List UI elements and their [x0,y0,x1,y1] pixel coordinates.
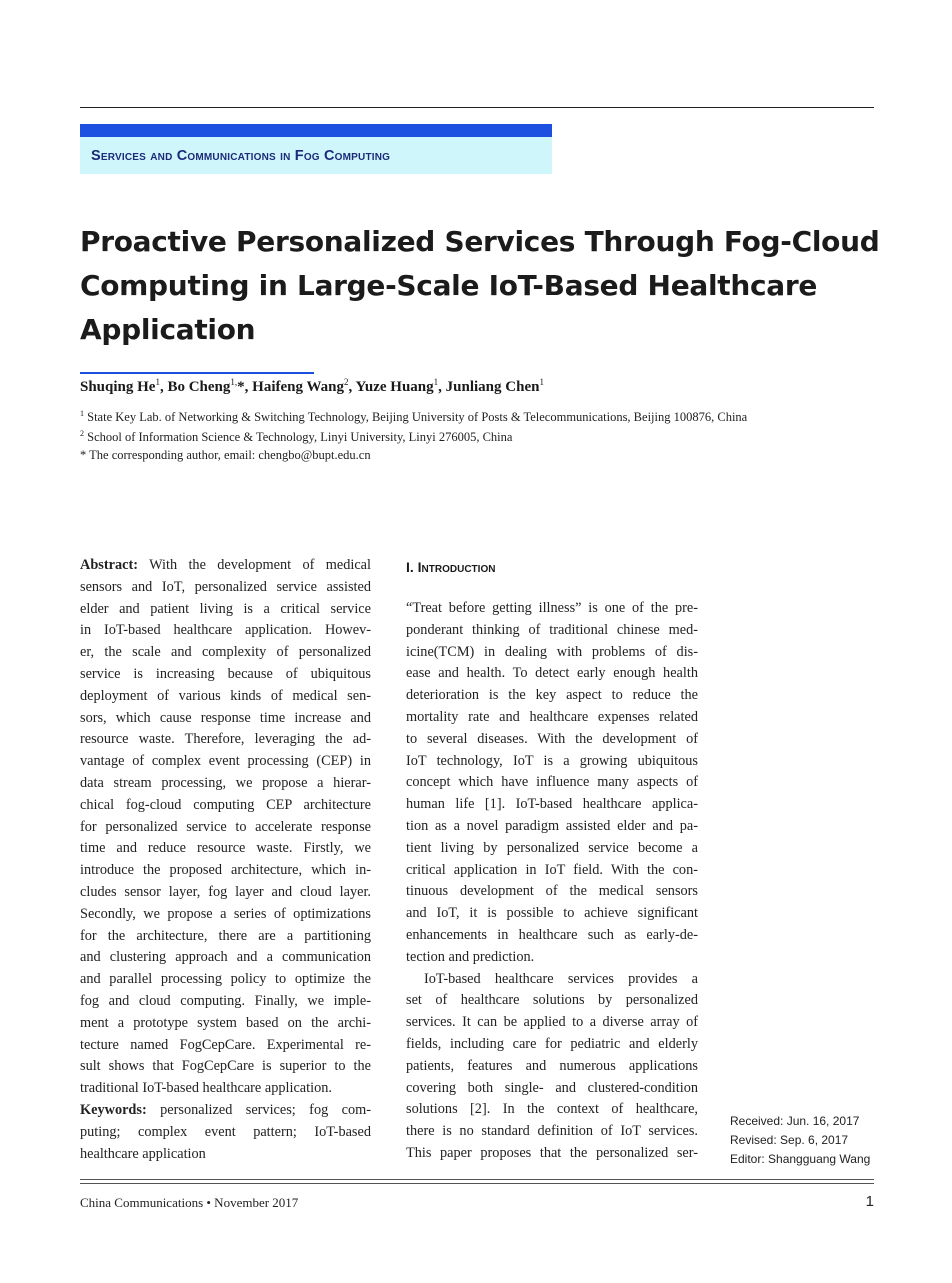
abstract-line: and parallel processing policy to optimize the [80,971,371,988]
intro-line: deterioration is the key aspect to reduce the [406,687,698,704]
author-name: Shuqing He [80,379,156,395]
keywords-line [80,1100,371,1122]
abstract-line: data stream processing, we propose a hierar- [80,774,371,791]
abstract-line [80,555,371,577]
affiliation-text: State Key Lab. of Networking & Switching Technology, Beijing University of Posts & Telecommunications, Beijing 100876, China [87,410,748,425]
author-name: Junliang Chen [445,379,540,395]
intro-line: covering both single- and clustered-condition [406,1079,698,1096]
intro-line: services. It can be applied to a diverse array of [406,1014,698,1031]
intro-column [406,598,698,1165]
abstract-line: Secondly, we propose a series of optimizations [80,905,371,922]
abstract-line: sors, which cause response time increase and [80,709,371,726]
keywords-line: puting; complex event pattern; IoT-based [80,1123,371,1140]
affiliation-mark: 2 [80,429,84,438]
author-name: Bo Cheng [167,379,231,395]
intro-line: critical application in IoT field. With the con- [406,861,698,878]
intro-line: concept which have influence many aspects of [406,774,698,791]
abstract-line: tecture named FogCepCare. Experimental re- [80,1036,371,1053]
received-date: Received: Jun. 16, 2017 [730,1114,860,1128]
abstract-line: deployment of various kinds of medical sen- [80,687,371,704]
intro-line: IoT-based healthcare services provides a [424,970,698,987]
abstract-text: With the development of medical [149,557,371,573]
journal-footer: China Communications • November 2017 [80,1195,299,1210]
abstract-line: for the architecture, there are a partitioning [80,927,371,944]
abstract-line: elder and patient living is a critical service [80,600,371,617]
abstract-line: vantage of complex event processing (CEP) in [80,753,371,770]
intro-line: human life [1]. IoT-based healthcare applica- [406,796,698,813]
intro-line: ponderant thinking of traditional chinese med- [406,621,698,638]
page-number: 1 [865,1193,874,1210]
intro-line: This paper proposes that the personalized ser- [406,1144,698,1161]
footer-rule [80,1179,874,1180]
abstract-line: introduce the proposed architecture, which in- [80,862,371,879]
intro-line: enhancements in healthcare such as early-de- [406,926,698,943]
abstract-line: traditional IoT-based healthcare application. [80,1080,332,1097]
abstract-line: and clustering approach and a communication [80,949,371,966]
footer-rule [80,1183,874,1184]
editor: Editor: Shangguang Wang [730,1152,871,1166]
header-rule [80,107,874,108]
abstract-line: resource waste. Therefore, leveraging the ad- [80,731,371,748]
keywords-text: personalized services; fog com- [160,1101,372,1118]
affiliation-1 [80,409,747,425]
intro-line: set of healthcare solutions by personalized [406,992,698,1009]
author-affil-mark: 1 [539,377,544,387]
keywords-line: healthcare application [80,1145,206,1162]
abstract-column [80,555,371,1165]
intro-line: there is no standard definition of IoT services. [406,1123,698,1140]
affiliation-2 [80,429,512,445]
abstract-line: er, the scale and complexity of personalized [80,644,371,661]
author-name: Haifeng Wang [252,379,344,395]
author-list: Shuqing He$^1$, Bo Cheng$^{1,}$*, Haifeng Wang$^2$, Yuze Huang$^1$, Junliang Chen$^1$ [80,377,544,395]
intro-paragraph-2 [406,969,698,1165]
intro-paragraph-1 [406,598,698,969]
title-underline [80,372,314,374]
intro-line: and IoT, it is possible to achieve significant [406,905,698,922]
intro-line: tection and prediction. [406,948,535,965]
intro-line: solutions [2]. In the context of healthcare, [406,1101,698,1118]
abstract-line: in IoT-based healthcare application. Howev- [80,622,371,639]
section-banner [80,124,552,174]
abstract-line: time and reduce resource waste. Firstly, we [80,840,371,857]
abstract-line: chical fog-cloud computing CEP architecture [80,796,371,813]
keywords-label: Keywords: [80,1101,147,1118]
section-label: Services and Communications in Fog Computing [91,148,391,164]
author-name: Yuze Huang [355,379,434,395]
author-affil-mark: 2 [343,377,349,387]
intro-line: to several diseases. With the development of [406,730,698,747]
intro-line: fields, including care for pediatric and elderly [406,1035,698,1052]
intro-line: “Treat before getting illness” is one of the pre- [406,600,698,616]
intro-line: icine(TCM) in dealing with problems of dis- [406,643,698,660]
abstract-line: sult shows that FogCepCare is superior to the [80,1058,371,1075]
abstract-line: cludes sensor layer, fog layer and cloud layer. [80,883,371,900]
paper-title [80,220,880,352]
corresponding-mark: * [237,379,245,395]
intro-line: tinuous development of the medical sensors [406,883,698,900]
abstract-label: Abstract: [80,557,138,573]
section-banner-bar [80,124,552,137]
title-line: Proactive Personalized Services Through Fog-Cloud [80,225,880,258]
abstract-line: fog and cloud computing. Finally, we imple- [80,992,371,1009]
intro-line: tient living by personalized service become a [406,839,698,856]
affiliation-mark: 1 [80,409,84,418]
intro-line: IoT technology, IoT is a growing ubiquitous [406,752,698,769]
abstract-line: sensors and IoT, personalized service assisted [80,578,371,595]
abstract-line: service is increasing because of ubiquitous [80,665,371,682]
intro-line: patients, features and numerous applications [406,1057,698,1074]
abstract-line: for personalized service to accelerate response [80,818,371,835]
abstract-line: ment a prototype system based on the archi- [80,1014,371,1031]
section-heading: I. Introduction [406,559,496,575]
revised-date: Revised: Sep. 6, 2017 [730,1133,849,1147]
affiliation-text: School of Information Science & Technology, Linyi University, Linyi 276005, China [87,430,513,445]
author-affil-mark: 1 [155,377,160,387]
intro-line: tion as a novel paradigm assisted elder and pa- [406,817,698,834]
abstract [80,555,371,1100]
article-history [730,1112,870,1169]
title-line: Application [80,313,256,346]
intro-line: mortality rate and healthcare expenses related [406,708,698,725]
keywords [80,1100,371,1165]
author-affil-mark: 1, [230,377,238,387]
intro-line: ease and health. To detect early enough health [406,665,698,682]
author-affil-mark: 1 [433,377,439,387]
title-line: Computing in Large-Scale IoT-Based Healthcare [80,269,818,302]
corresponding-author [80,448,371,463]
affiliation-text: * The corresponding author, email: chengbo@bupt.edu.cn [80,448,371,462]
